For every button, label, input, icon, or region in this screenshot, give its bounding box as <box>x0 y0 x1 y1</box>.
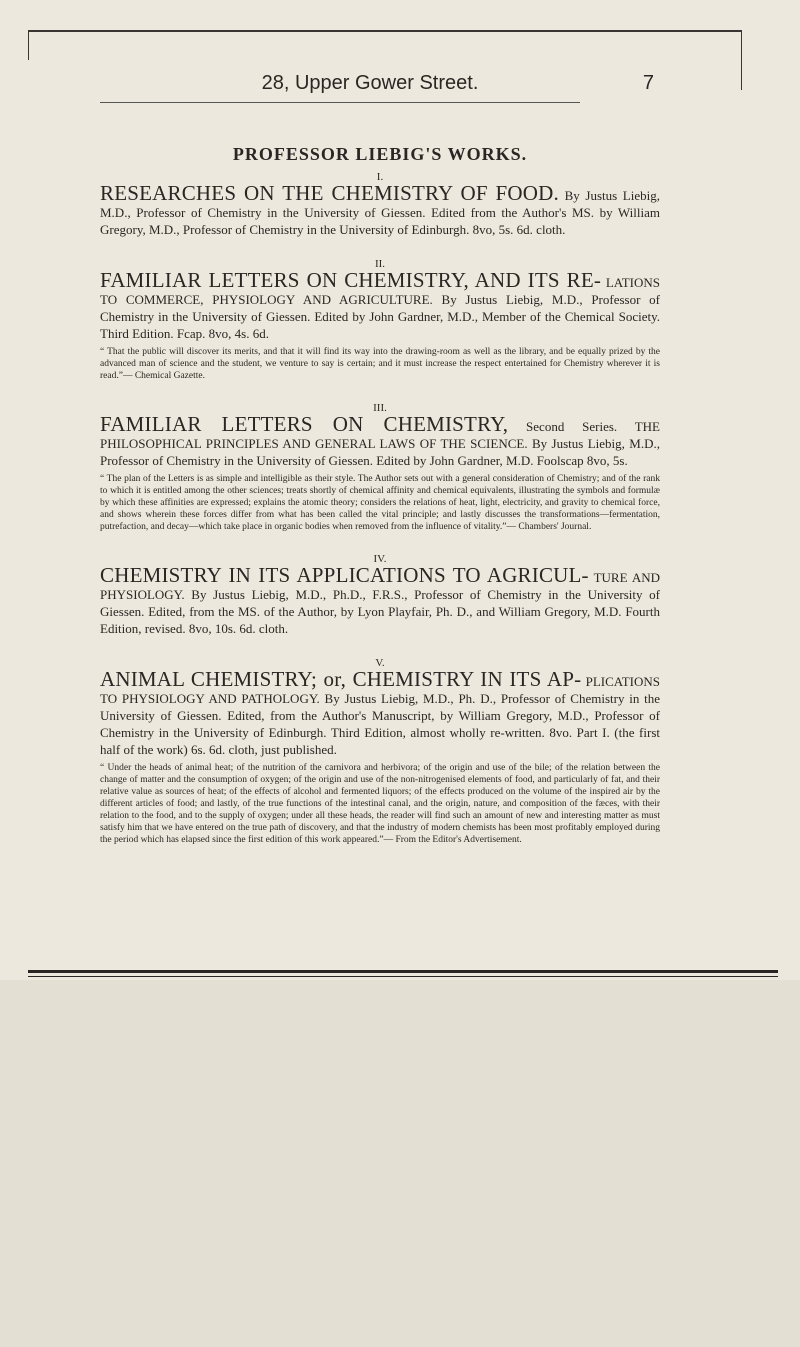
left-border <box>28 30 29 60</box>
main-content <box>100 116 660 866</box>
entry-numeral: III. <box>373 402 387 414</box>
entry-3 <box>100 402 660 533</box>
entry-numeral: I. <box>376 171 384 183</box>
entry-description: By Justus Liebig, M.D., Professor of Chemistry in the University of Giessen. Edited from the Author's MS. by William Gregory, M.D., Professor of Chemistry in the University of Edinburgh. 8vo, 5s. 6d. cloth. <box>100 188 660 237</box>
entry-title: CHEMISTRY IN ITS APPLICATIONS TO AGRICUL- <box>100 563 589 587</box>
entry-text <box>100 563 661 637</box>
entry-5 <box>100 657 660 846</box>
entry-title: FAMILIAR LETTERS ON CHEMISTRY, AND ITS RE- <box>100 268 602 292</box>
entry-title: RESEARCHES ON THE CHEMISTRY OF FOOD. <box>100 181 559 205</box>
running-head: 28, Upper Gower Street. <box>261 72 479 94</box>
bottom-border-thin <box>28 976 778 977</box>
blank-area <box>0 980 800 1347</box>
entry-numeral: II. <box>374 258 386 270</box>
entry-4 <box>100 553 660 637</box>
entry-numeral: IV. <box>373 553 387 565</box>
entry-review-quote: “ That the public will discover its merits, and that it will find its way into the drawing-room as well as the library, and be equally prized by the advanced man of science and the student, we venture to say is certain; and it must increase the respect entertained for Chemistry wherever it is read.”— Chemical Gazette. <box>100 347 660 381</box>
header-rule <box>100 102 580 103</box>
right-border <box>741 30 742 90</box>
entry-title: FAMILIAR LETTERS ON CHEMISTRY, <box>100 412 509 436</box>
entry-review-quote: “ The plan of the Letters is as simple and intelligible as their style. The Author sets out with a general consideration of Chemistry; and of the rank to which it is entitled among the other sciences; treats shortly of chemical affinity and chemical equivalents, illustrating the symbols and formulæ by which these affinities are expressed; explains the atomic theory; considers the relations of heat, light, electricity, and gravity to chemical force, and shows wherein these forces differ from what has been called the vital principle; and lastly discusses the transformations—fermentation, putrefaction, and decay—which take place in organic bodies when removed from the influence of vitality.”— Chambers' Journal. <box>100 474 660 532</box>
entry-review-quote: “ Under the heads of animal heat; of the nutrition of the carnivora and herbivora; of the origin and use of the bile; of the relation between the change of matter and the consumption of oxygen; of the origin and use of the non-nitrogenised elements of food, and particularly of fat, and their relative value as sources of heat; of the effects of alcohol and fermented liquors; of the effects produced on the volume of the inspired air by the different articles of food; and lastly, of the true functions of the intestinal canal, and the origin, nature, and composition of the fæces, with their relation to the food, and to the supply of oxygen; under all these heads, the reader will find such an amount of new and interesting matter as must satisfy him that we have entered on the true path of discovery, and that the industry of modern chemists has been most profitably employed during the period which has elapsed since the first edition of this work appeared.”— From the Editor's Advertisement. <box>100 763 660 845</box>
entry-text <box>100 268 660 342</box>
entry-description: LATIONS TO COMMERCE, PHYSIOLOGY AND AGRICULTURE. By Justus Liebig, M.D., Professor of Chemistry in the University of Giessen. Edited by John Gardner, M.D., Member of the Chemical Society. Third Edition. Fcap. 8vo, 4s. 6d. <box>100 275 660 341</box>
bottom-border <box>28 970 778 973</box>
entry-text <box>100 667 660 758</box>
entry-numeral: V. <box>375 657 385 669</box>
entry-description: Second Series. THE PHILOSOPHICAL PRINCIPLES AND GENERAL LAWS OF THE SCIENCE. By Justus Liebig, M.D., Professor of Chemistry in the University of Giessen. Edited by John Gardner, M.D. Foolscap 8vo, 5s. <box>100 419 660 468</box>
entry-description: PLICATIONS TO PHYSIOLOGY AND PATHOLOGY. By Justus Liebig, M.D., Ph. D., Professor of Chemistry in the University of Giessen. Edited, from the Author's Manuscript, by William Gregory, M.D., Professor of Chemistry in the University of Edinburgh. Third Edition, almost wholly re-written. 8vo. Part I. (the first half of the work) 6s. 6d. cloth, just published. <box>100 674 660 757</box>
page-number: 7 <box>642 72 654 94</box>
entry-text <box>100 412 660 469</box>
entry-2 <box>100 258 660 382</box>
entry-1 <box>100 171 660 238</box>
page-header <box>90 72 654 106</box>
page-title: PROFESSOR LIEBIG'S WORKS. <box>232 144 528 164</box>
entry-title: ANIMAL CHEMISTRY; or, CHEMISTRY IN ITS AP- <box>100 667 582 691</box>
entry-description: TURE AND PHYSIOLOGY. By Justus Liebig, M.D., Ph.D., F.R.S., Professor of Chemistry in the University of Giessen. Edited, from the MS. of the Author, by Lyon Playfair, Ph. D., and William Gregory, M.D. Fourth Edition, revised. 8vo, 10s. 6d. cloth. <box>100 570 661 636</box>
top-border <box>28 30 742 32</box>
entry-text <box>100 181 660 238</box>
